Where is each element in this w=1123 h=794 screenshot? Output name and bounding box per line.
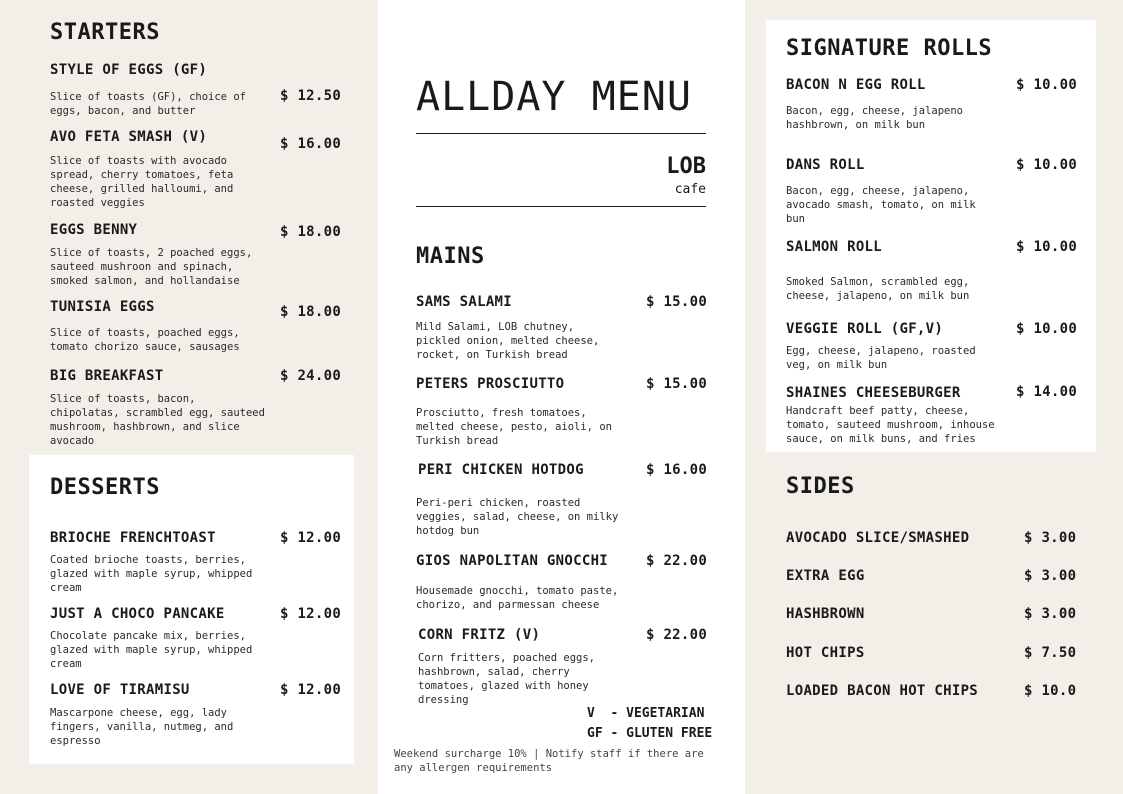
item-price: $ 22.00 bbox=[646, 627, 708, 643]
item-price: $ 10.0 bbox=[1024, 683, 1077, 699]
item-desc: Slice of toasts, poached eggs, tomato chorizo sauce, sausages bbox=[50, 327, 240, 353]
item-name: STYLE OF EGGS (GF) bbox=[50, 62, 208, 78]
center-panel bbox=[378, 0, 745, 794]
mains-title: MAINS bbox=[416, 244, 485, 269]
item-price: $ 3.00 bbox=[1024, 568, 1077, 584]
item-name: TUNISIA EGGS bbox=[50, 299, 155, 315]
right-panel bbox=[745, 0, 1123, 794]
item-name: EXTRA EGG bbox=[786, 568, 865, 584]
item-desc: Egg, cheese, jalapeno, roasted veg, on milk bun bbox=[786, 345, 976, 371]
item-price: $ 15.00 bbox=[646, 376, 708, 392]
item-price: $ 18.00 bbox=[280, 224, 342, 240]
left-panel bbox=[0, 0, 378, 794]
item-desc: Slice of toasts, bacon, chipolatas, scrambled egg, sauteed mushroom, hashbrown, and slice avocado bbox=[50, 393, 265, 447]
item-price: $ 16.00 bbox=[646, 462, 708, 478]
item-desc: Bacon, egg, cheese, jalapeno hashbrown, on milk bun bbox=[786, 105, 964, 131]
item-price: $ 10.00 bbox=[1016, 321, 1078, 337]
item-price: $ 10.00 bbox=[1016, 239, 1078, 255]
title-divider bbox=[416, 133, 706, 134]
footer-note: Weekend surcharge 10% | Notify staff if there are any allergen requirements bbox=[394, 748, 704, 774]
item-price: $ 14.00 bbox=[1016, 384, 1078, 400]
starters-title: STARTERS bbox=[50, 20, 160, 45]
item-name: BRIOCHE FRENCHTOAST bbox=[50, 530, 216, 546]
rolls-title: SIGNATURE ROLLS bbox=[786, 36, 993, 61]
sides-title: SIDES bbox=[786, 474, 855, 499]
item-desc: Mild Salami, LOB chutney, pickled onion, melted cheese, rocket, on Turkish bread bbox=[416, 321, 600, 361]
brand-sub: cafe bbox=[674, 182, 706, 197]
item-price: $ 3.00 bbox=[1024, 530, 1077, 546]
item-name: VEGGIE ROLL (GF,V) bbox=[786, 321, 944, 337]
item-price: $ 16.00 bbox=[280, 136, 342, 152]
brand-divider bbox=[416, 206, 706, 207]
item-price: $ 12.00 bbox=[280, 606, 342, 622]
item-name: SALMON ROLL bbox=[786, 239, 883, 255]
item-price: $ 10.00 bbox=[1016, 77, 1078, 93]
item-name: CORN FRITZ (V) bbox=[418, 627, 541, 643]
item-name: EGGS BENNY bbox=[50, 222, 138, 238]
item-price: $ 12.00 bbox=[280, 682, 342, 698]
item-name: LOADED BACON HOT CHIPS bbox=[786, 683, 979, 699]
desserts-title: DESSERTS bbox=[50, 475, 160, 500]
legend-gluten-free: GF - GLUTEN FREE bbox=[587, 726, 713, 741]
item-desc: Slice of toasts (GF), choice of eggs, bacon, and butter bbox=[50, 91, 246, 117]
item-name: HOT CHIPS bbox=[786, 645, 865, 661]
item-desc: Housemade gnocchi, tomato paste, chorizo, and parmessan cheese bbox=[416, 585, 619, 611]
item-name: SHAINES CHEESEBURGER bbox=[786, 385, 961, 401]
item-name: BIG BREAKFAST bbox=[50, 368, 164, 384]
item-name: JUST A CHOCO PANCAKE bbox=[50, 606, 225, 622]
item-desc: Smoked Salmon, scrambled egg, cheese, jalapeno, on milk bun bbox=[786, 276, 970, 302]
desserts-box bbox=[29, 455, 354, 764]
item-desc: Slice of toasts, 2 poached eggs, sauteed mushroon and spinach, smoked salmon, and hollandaise bbox=[50, 247, 253, 287]
item-name: HASHBROWN bbox=[786, 606, 865, 622]
item-name: AVOCADO SLICE/SMASHED bbox=[786, 530, 970, 546]
item-name: PETERS PROSCIUTTO bbox=[416, 376, 565, 392]
item-price: $ 24.00 bbox=[280, 368, 342, 384]
item-price: $ 15.00 bbox=[646, 294, 708, 310]
item-name: BACON N EGG ROLL bbox=[786, 77, 926, 93]
item-desc: Peri-peri chicken, roasted veggies, salad, cheese, on milky hotdog bun bbox=[416, 497, 619, 537]
item-price: $ 18.00 bbox=[280, 304, 342, 320]
item-desc: Prosciutto, fresh tomatoes, melted cheese, pesto, aioli, on Turkish bread bbox=[416, 407, 612, 447]
item-price: $ 22.00 bbox=[646, 553, 708, 569]
item-desc: Mascarpone cheese, egg, lady fingers, vanilla, nutmeg, and espresso bbox=[50, 707, 234, 747]
item-desc: Coated brioche toasts, berries, glazed with maple syrup, whipped cream bbox=[50, 554, 253, 594]
item-desc: Chocolate pancake mix, berries, glazed with maple syrup, whipped cream bbox=[50, 630, 253, 670]
item-name: AVO FETA SMASH (V) bbox=[50, 129, 208, 145]
item-name: SAMS SALAMI bbox=[416, 294, 513, 310]
item-price: $ 12.00 bbox=[280, 530, 342, 546]
brand-name: LOB bbox=[666, 154, 706, 179]
signature-rolls-box bbox=[766, 20, 1096, 452]
item-name: PERI CHICKEN HOTDOG bbox=[418, 462, 584, 478]
item-price: $ 7.50 bbox=[1024, 645, 1077, 661]
item-price: $ 12.50 bbox=[280, 88, 342, 104]
item-price: $ 3.00 bbox=[1024, 606, 1077, 622]
item-name: LOVE OF TIRAMISU bbox=[50, 682, 190, 698]
menu-title: ALLDAY MENU bbox=[416, 74, 692, 120]
item-desc: Handcraft beef patty, cheese, tomato, sauteed mushroom, inhouse sauce, on milk buns, and fries bbox=[786, 405, 995, 445]
legend-vegetarian: V - VEGETARIAN bbox=[587, 706, 705, 721]
item-desc: Bacon, egg, cheese, jalapeno, avocado smash, tomato, on milk bun bbox=[786, 185, 976, 225]
item-price: $ 10.00 bbox=[1016, 157, 1078, 173]
item-name: GIOS NAPOLITAN GNOCCHI bbox=[416, 553, 609, 569]
item-desc: Corn fritters, poached eggs, hashbrown, salad, cherry tomatoes, glazed with honey dressing bbox=[418, 652, 596, 706]
item-desc: Slice of toasts with avocado spread, cherry tomatoes, feta cheese, grilled halloumi, and roasted veggies bbox=[50, 155, 234, 209]
item-name: DANS ROLL bbox=[786, 157, 865, 173]
